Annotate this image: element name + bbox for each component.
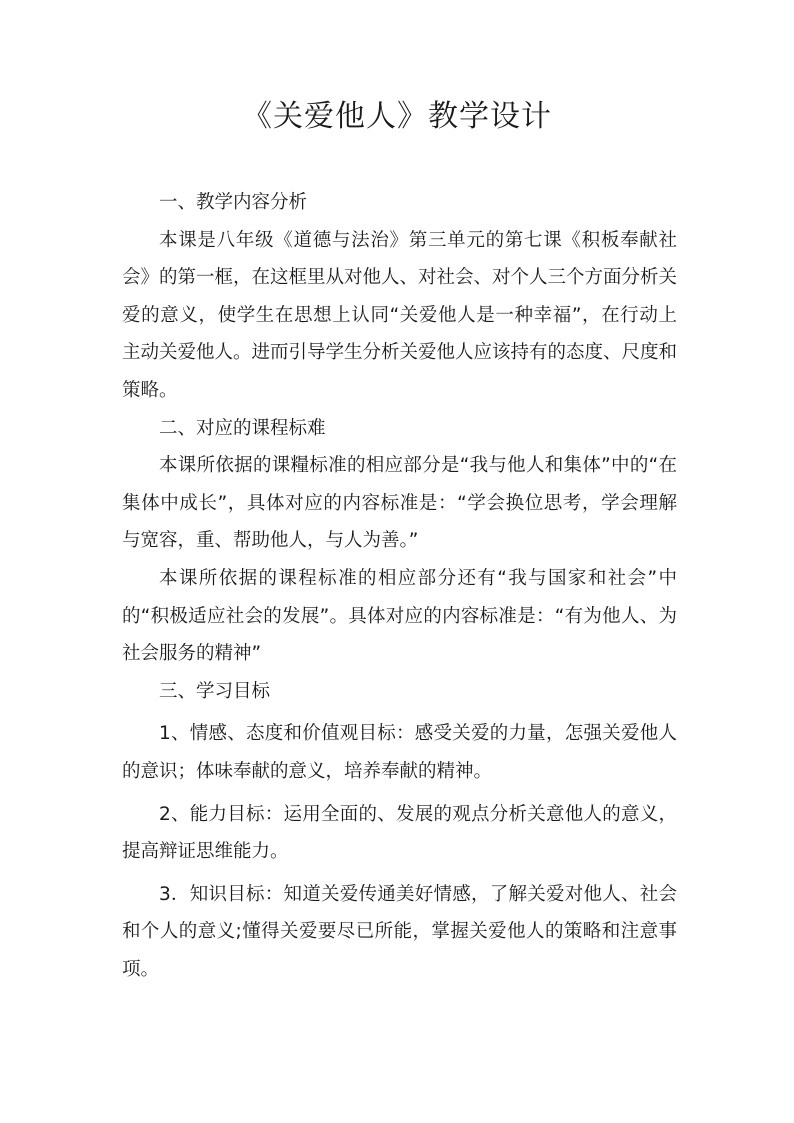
section-heading-learning-objectives: 三、学习目标 <box>159 680 271 702</box>
document-body <box>122 184 677 988</box>
section-heading-curriculum-standard: 二、对应的课程标难 <box>159 417 326 439</box>
paragraph-curriculum-standard-1: 本课所依据的课糧标准的相应部分是“我与他人和集体”中的“在集体中成长”，具体对应的内容标准是：“学会换位思考，学会理解与宽容，重、帮助他人，与人为善。” <box>122 455 677 552</box>
objective-ability: 2、能力目标：运用全面的、发展的观点分析关意他人的意义，提高辩证思维能力。 <box>122 803 677 863</box>
objective-knowledge: 3．知识目标：知道关爱传通美好情感，了解关爱对他人、社会和个人的意义;懂得关爱要尽已所能，掌握关爱他人的策略和注意事项。 <box>122 883 677 980</box>
paragraph-curriculum-standard-2: 本课所依据的课程标准的相应部分还有“我与国家和社会”中的“积极适应社会的发展”。具体对应的内容标准是：“有为他人、为社会服务的精神” <box>122 567 677 665</box>
section-heading-content-analysis: 一、教学内容分析 <box>159 192 308 213</box>
document-title: 《关爱他人》教学设计 <box>242 99 552 134</box>
paragraph-content-analysis: 本课是八年级《道德与法治》第三单元的第七课《积板奉献社会》的第一框，在这框里从对他人、对社会、对个人三个方面分析关爱的意义，使学生在思想上认同“关爱他人是一种幸福”，在行动上主动关爱他人。进而引导学生分析关爱他人应该持有的态度、尺度和策略。 <box>122 229 678 401</box>
objective-emotional: 1、情感、态度和价值观目标：感受关爱的力量，怎强关爱他人的意识；体味奉献的意义，培养奉献的精神。 <box>122 723 677 782</box>
